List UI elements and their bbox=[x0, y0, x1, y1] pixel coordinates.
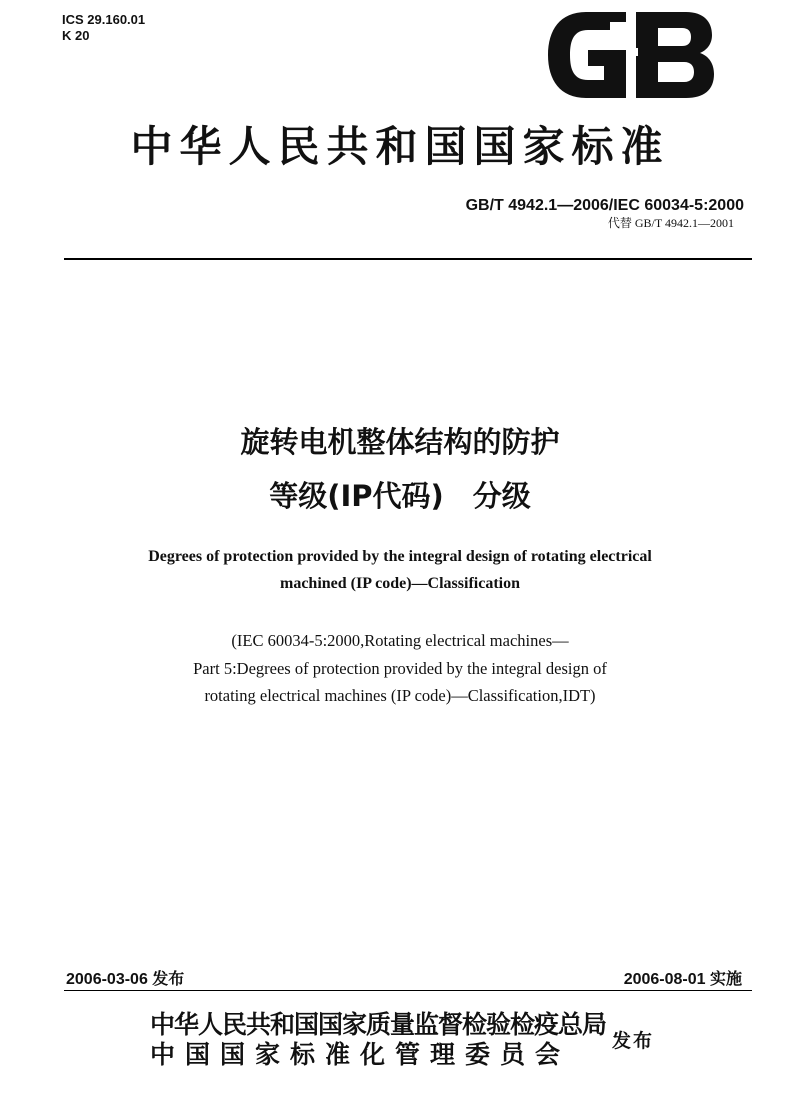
national-standard-title: 中华人民共和国国家标准 bbox=[130, 122, 670, 171]
implementation-date: 2006-08-01 实施 bbox=[623, 971, 742, 988]
replaces-standard: 代替 GB/T 4942.1—2001 bbox=[607, 216, 734, 230]
iec-reference-line-2: Part 5:Degrees of protection provided by the integral design of bbox=[193, 659, 607, 678]
publish-label: 发布 bbox=[612, 1030, 655, 1052]
footer-divider bbox=[64, 990, 752, 991]
issuer-line-1: 中华人民共和国国家质量监督检验检疫总局 bbox=[150, 1010, 607, 1039]
issue-date: 2006-03-06 发布 bbox=[66, 971, 185, 988]
chinese-title-line-2: 等级(IP代码) 分级 bbox=[269, 479, 531, 513]
gb-logo bbox=[540, 8, 716, 102]
issuer-line-2: 中国国家标准化管理委员会 bbox=[150, 1040, 571, 1069]
english-title-line-1: Degrees of protection provided by the integral design of rotating electrical bbox=[148, 548, 652, 565]
standard-number: GB/T 4942.1—2006/IEC 60034-5:2000 bbox=[465, 197, 744, 214]
iec-reference-line-3: rotating electrical machines (IP code)—Classification,IDT) bbox=[204, 686, 596, 705]
header-divider bbox=[64, 258, 752, 260]
ccs-code: K 20 bbox=[62, 28, 90, 43]
ics-code: ICS 29.160.01 bbox=[62, 12, 146, 27]
iec-reference-line-1: (IEC 60034-5:2000,Rotating electrical machines— bbox=[231, 631, 569, 650]
chinese-title-line-1: 旋转电机整体结构的防护 bbox=[240, 425, 560, 459]
english-title-line-2: machined (IP code)—Classification bbox=[280, 575, 520, 592]
classification-codes bbox=[62, 12, 145, 44]
